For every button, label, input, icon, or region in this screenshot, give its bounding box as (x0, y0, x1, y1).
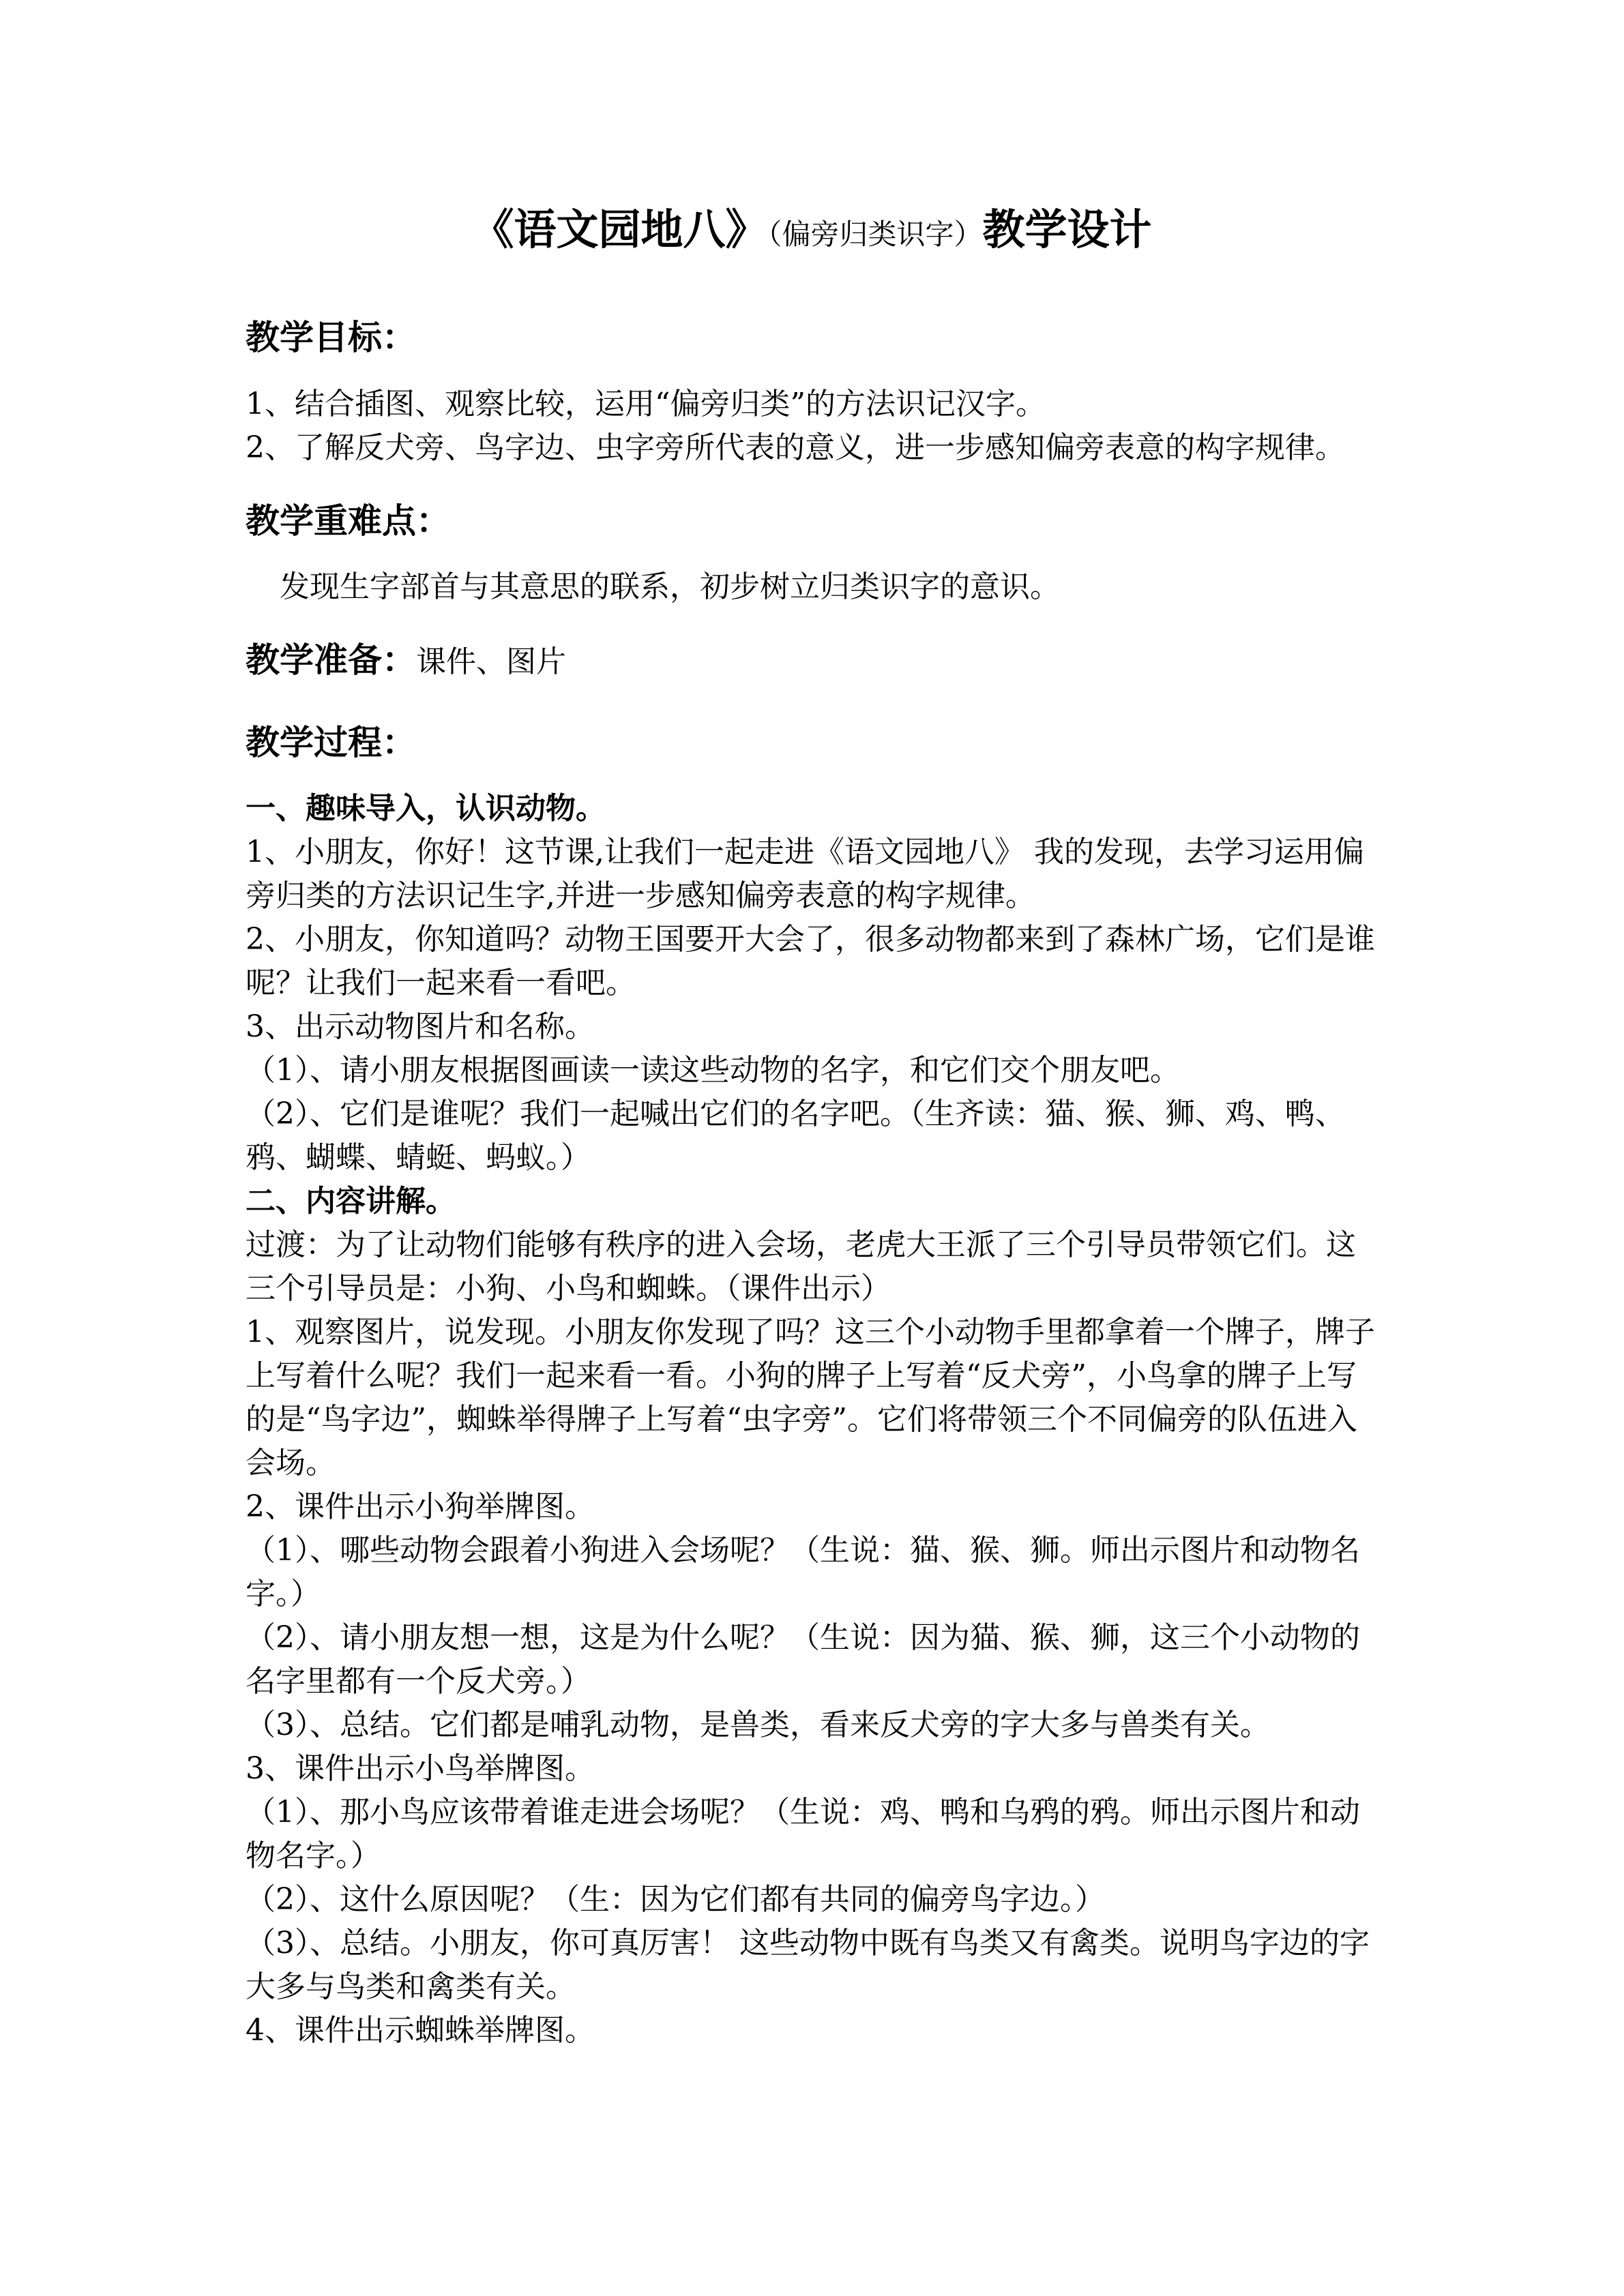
section-1-paragraph: 1、小朋友，你好！这节课,让我们一起走进《语文园地八》 我的发现，去学习运用偏旁归类的方法识记生字,并进一步感知偏旁表意的构字规律。 (246, 835, 1364, 914)
objectives-heading: 教学目标： (246, 317, 416, 358)
section-1-paragraph: （2）、它们是谁呢？我们一起喊出它们的名字吧。（生齐读：猫、猴、狮、鸡、鸭、鸦、蝴蝶、蜻蜓、蚂蚁。） (246, 1097, 1345, 1176)
section-2-paragraph: （3）、总结。小朋友，你可真厉害！ 这些动物中既有鸟类又有禽类。说明鸟字边的字大多与鸟类和禽类有关。 (246, 1926, 1370, 2005)
section-2-paragraph: 3、课件出示小鸟举牌图。 (246, 1751, 595, 1787)
section-2-paragraph: （2）、请小朋友想一想，这是为什么呢？（生说：因为猫、猴、狮，这三个小动物的名字里都有一个反犬旁。） (246, 1620, 1360, 1699)
document-content (246, 205, 1378, 2053)
preparation-heading (246, 639, 1378, 682)
title-main-b: 教学设计 (982, 205, 1152, 254)
section-2-paragraph: （1）、那小鸟应该带着谁走进会场呢？（生说：鸡、鸭和乌鸦的鸦。师出示图片和动物名字。） (246, 1795, 1360, 1874)
section-2-paragraph: 1、观察图片，说发现。小朋友你发现了吗？这三个小动物手里都拿着一个牌子，牌子上写着什么呢？我们一起来看一看。小狗的牌子上写着“反犬旁”，小鸟拿的牌子上写的是“鸟字边”，蜘蛛举得牌子上写着“虫字旁”。它们将带领三个不同偏旁的队伍进入会场。 (246, 1315, 1375, 1481)
section-2-paragraph: （3）、总结。它们都是哺乳动物，是兽类，看来反犬旁的字大多与兽类有关。 (246, 1708, 1270, 1743)
section-2-title: 二、内容讲解。 (246, 1184, 456, 1219)
objective-item: 1、结合插图、观察比较，运用“偏旁归类”的方法识记汉字。 (246, 386, 1046, 421)
key-points-heading: 教学重难点： (246, 500, 450, 541)
section-2-paragraph: 4、课件出示蜘蛛举牌图。 (246, 2013, 595, 2048)
key-points-text: 发现生字部首与其意思的联系，初步树立归类识字的意识。 (280, 569, 1060, 605)
page-title (246, 205, 1378, 255)
objective-item: 2、了解反犬旁、鸟字边、虫字旁所代表的意义，进一步感知偏旁表意的构字规律。 (246, 430, 1345, 465)
process-heading: 教学过程： (246, 721, 416, 762)
section-2-paragraph: （2）、这什么原因呢？（生：因为它们都有共同的偏旁鸟字边。） (246, 1882, 1105, 1918)
section-1-paragraph: 2、小朋友，你知道吗？动物王国要开大会了，很多动物都来到了森林广场，它们是谁呢？让我们一起来看一看吧。 (246, 922, 1375, 1001)
section-1-paragraph: （1）、请小朋友根据图画读一读这些动物的名字，和它们交个朋友吧。 (246, 1053, 1180, 1088)
section-1-paragraph: 3、出示动物图片和名称。 (246, 1009, 595, 1045)
section-2-paragraph: 过渡：为了让动物们能够有秩序的进入会场，老虎大王派了三个引导员带领它们。这三个引导员是：小狗、小鸟和蜘蛛。（课件出示） (246, 1227, 1356, 1307)
section-2-paragraph: 2、课件出示小狗举牌图。 (246, 1489, 595, 1525)
title-subtitle: （偏旁归类识字） (767, 218, 983, 251)
section-2-paragraph: （1）、哪些动物会跟着小狗进入会场呢？（生说：猫、猴、狮。师出示图片和动物名字。） (246, 1533, 1360, 1612)
preparation-value: 课件、图片 (416, 644, 566, 680)
title-main-a: 《语文园地八》 (471, 205, 768, 254)
section-1-title: 一、趣味导入，认识动物。 (246, 791, 606, 826)
preparation-label: 教学准备： (246, 640, 416, 681)
